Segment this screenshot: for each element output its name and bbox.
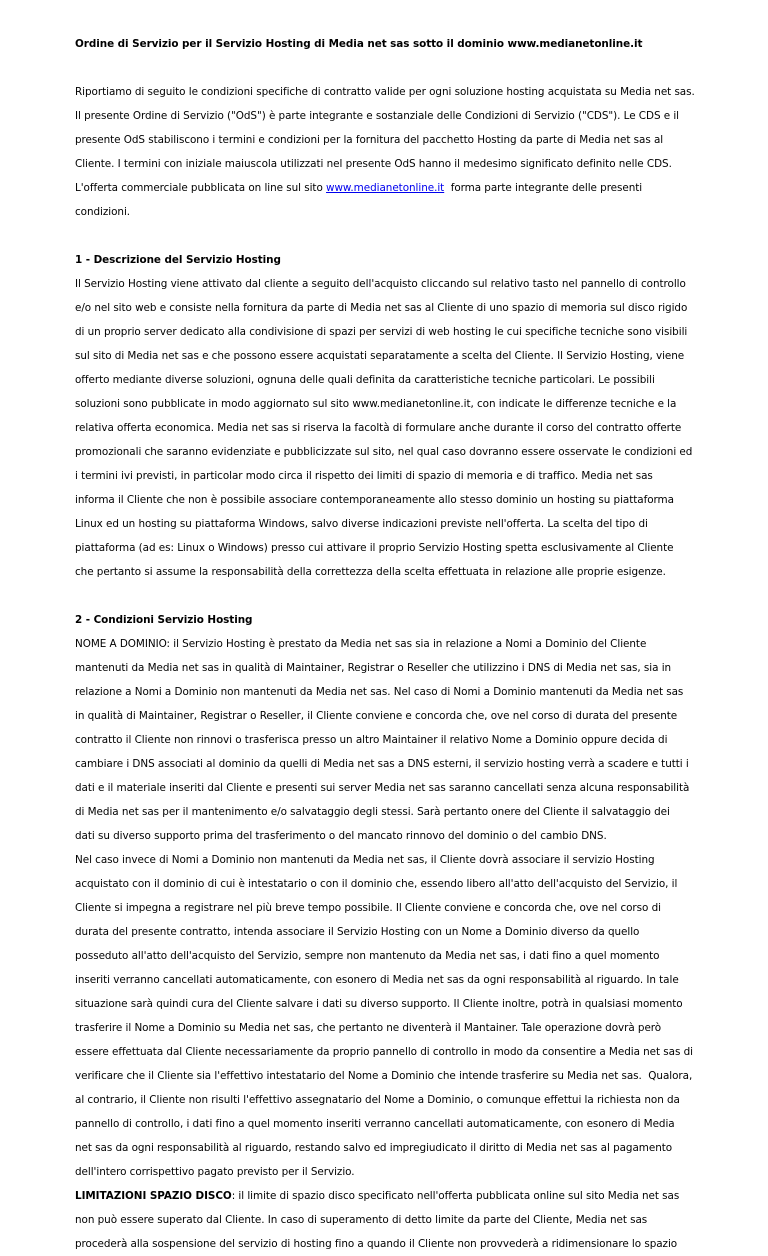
text-line: net sas da ogni responsabilità al riguardo, restando salvo ed impregiudicato il diritto di Media net sas al pagamento bbox=[75, 1142, 673, 1154]
text-line: inseriti verranno cancellati automaticamente, con esonero di Media net sas da ogni responsabilità al riguardo. In tale bbox=[75, 974, 679, 986]
text-line: soluzioni sono pubblicate in modo aggiornato sul sito www.medianetonline.it, con indicate le differenze tecniche e la bbox=[75, 398, 677, 410]
text-line bbox=[75, 1184, 700, 1208]
section-1 bbox=[75, 248, 700, 584]
text-line: acquistato con il dominio di cui è intestatario o con il dominio che, essendo libero all'atto dell'acquisto del Servizio, il bbox=[75, 878, 678, 890]
text-line: contratto il Cliente non rinnovi o trasferisca presso un altro Maintainer il relativo Nome a Dominio oppure decida di bbox=[75, 734, 668, 746]
text-span: L'offerta commerciale pubblicata on line sul sito bbox=[75, 182, 327, 194]
section-heading: 2 - Condizioni Servizio Hosting bbox=[75, 614, 253, 626]
text-line: di un proprio server dedicato alla condivisione di spazi per servizi di web hosting le cui specifiche tecniche sono visibili bbox=[75, 326, 688, 338]
text-line: non può essere superato dal Cliente. In caso di superamento di detto limite da parte del Cliente, Media net sas bbox=[75, 1214, 648, 1226]
text-line: offerto mediante diverse soluzioni, ognuna delle quali definita da caratteristiche tecniche particolari. Le possibili bbox=[75, 374, 655, 386]
document-title: Ordine di Servizio per il Servizio Hosting di Media net sas sotto il dominio www.medianetonline.it bbox=[75, 38, 643, 50]
spacer bbox=[75, 584, 700, 608]
text-line: NOME A DOMINIO: il Servizio Hosting è prestato da Media net sas sia in relazione a Nomi a Dominio del Cliente bbox=[75, 638, 647, 650]
text-line: posseduto all'atto dell'acquisto del Servizio, sempre non mantenuto da Media net sas, i dati fino a quel momento bbox=[75, 950, 660, 962]
text-span: : il limite di spazio disco specificato nell'offerta pubblicata online sul sito Media net sas bbox=[231, 1190, 680, 1202]
text-line: situazione sarà quindi cura del Cliente salvare i dati su diverso supporto. Il Cliente inoltre, potrà in qualsiasi momento bbox=[75, 998, 683, 1010]
website-link[interactable]: www.medianetonline.it bbox=[326, 182, 445, 194]
text-line: cambiare i DNS associati al dominio da quelli di Media net sas a DNS esterni, il servizio hosting verrà a scadere e tutti i bbox=[75, 758, 689, 770]
text-line: piattaforma (ad es: Linux o Windows) presso cui attivare il proprio Servizio Hosting spetta esclusivamente al Cliente bbox=[75, 542, 674, 554]
text-line: sul sito di Media net sas e che possono essere acquistati separatamente a scelta del Cliente. Il Servizio Hosting, viene bbox=[75, 350, 685, 362]
text-line: al contrario, il Cliente non risulti l'effettivo assegnatario del Nome a Dominio, o comunque effettui la richiesta non da bbox=[75, 1094, 680, 1106]
text-line: Cliente si impegna a registrare nel più breve tempo possibile. Il Cliente conviene e concorda che, ove nel corso di bbox=[75, 902, 661, 914]
text-line: Nel caso invece di Nomi a Dominio non mantenuti da Media net sas, il Cliente dovrà associare il servizio Hosting bbox=[75, 854, 655, 866]
text-line: essere effettuata dal Cliente necessariamente da proprio pannello di controllo in modo da consentire a Media net sas di bbox=[75, 1046, 693, 1058]
intro-paragraph bbox=[75, 80, 700, 224]
section-2 bbox=[75, 608, 700, 1256]
text-span: forma parte integrante delle presenti bbox=[444, 182, 643, 194]
text-line: trasferire il Nome a Dominio su Media net sas, che pertanto ne diventerà il Mantainer. Tale operazione dovrà però bbox=[75, 1022, 662, 1034]
text-line: Riportiamo di seguito le condizioni specifiche di contratto valide per ogni soluzione hosting acquistata su Media net sas. bbox=[75, 86, 695, 98]
text-line: Linux ed un hosting su piattaforma Windows, salvo diverse indicazioni previste nell'offerta. La scelta del tipo di bbox=[75, 518, 648, 530]
text-line: i termini ivi previsti, in particolar modo circa il rispetto dei limiti di spazio di memoria e di traffico. Media net sas bbox=[75, 470, 653, 482]
text-line: che pertanto si assume la responsabilità della correttezza della scelta effettuata in relazione alle proprie esigenze. bbox=[75, 566, 666, 578]
disk-limit-term: LIMITAZIONI SPAZIO DISCO bbox=[75, 1190, 232, 1202]
text-line: pannello di controllo, i dati fino a quel momento inseriti verranno cancellati automaticamente, con esonero di Media bbox=[75, 1118, 675, 1130]
spacer bbox=[75, 56, 700, 80]
text-line: di Media net sas per il mantenimento e/o salvataggio degli stessi. Sarà pertanto onere del Cliente il salvataggio dei bbox=[75, 806, 670, 818]
section-heading: 1 - Descrizione del Servizio Hosting bbox=[75, 254, 281, 266]
spacer bbox=[75, 224, 700, 248]
text-line bbox=[75, 176, 700, 200]
text-line: promozionali che saranno evidenziate e pubblicizzate sul sito, nel qual caso dovranno essere osservate le condizioni ed bbox=[75, 446, 693, 458]
text-line: Cliente. I termini con iniziale maiuscola utilizzati nel presente OdS hanno il medesimo significato definito nelle CDS. bbox=[75, 158, 672, 170]
text-line: verificare che il Cliente sia l'effettivo intestatario del Nome a Dominio che intende trasferire su Media net sas. Qualora, bbox=[75, 1070, 693, 1082]
text-line: relazione a Nomi a Dominio non mantenuti da Media net sas. Nel caso di Nomi a Dominio mantenuti da Media net sas bbox=[75, 686, 684, 698]
text-line: informa il Cliente che non è possibile associare contemporaneamente allo stesso dominio un hosting su piattaforma bbox=[75, 494, 674, 506]
text-line: e/o nel sito web e consiste nella fornitura da parte di Media net sas al Cliente di uno spazio di memoria sul disco rigido bbox=[75, 302, 688, 314]
text-line: dati e il materiale inseriti dal Cliente e presenti sui server Media net sas saranno cancellati senza alcuna responsabilità bbox=[75, 782, 690, 794]
text-line: procederà alla sospensione del servizio di hosting fino a quando il Cliente non provvederà a ridimensionare lo spazio bbox=[75, 1238, 678, 1250]
text-line: Il Servizio Hosting viene attivato dal cliente a seguito dell'acquisto cliccando sul relativo tasto nel pannello di controllo bbox=[75, 278, 686, 290]
text-line: dell'intero corrispettivo pagato previsto per il Servizio. bbox=[75, 1166, 355, 1178]
text-line: mantenuti da Media net sas in qualità di Maintainer, Registrar o Reseller che utilizzino i DNS di Media net sas, sia in bbox=[75, 662, 672, 674]
document-body bbox=[75, 32, 700, 1256]
text-line: presente OdS stabiliscono i termini e condizioni per la fornitura del pacchetto Hosting da parte di Media net sas al bbox=[75, 134, 664, 146]
text-line: durata del presente contratto, intenda associare il Servizio Hosting con un Nome a Dominio diverso da quello bbox=[75, 926, 640, 938]
text-line: relativa offerta economica. Media net sas si riserva la facoltà di formulare anche durante il corso del contratto offerte bbox=[75, 422, 682, 434]
text-line: in qualità di Maintainer, Registrar o Reseller, il Cliente conviene e concorda che, ove nel corso di durata del presente bbox=[75, 710, 678, 722]
text-line: condizioni. bbox=[75, 206, 131, 218]
text-line: Il presente Ordine di Servizio ("OdS") è parte integrante e sostanziale delle Condizioni di Servizio ("CDS"). Le CDS e il bbox=[75, 110, 680, 122]
text-line: dati su diverso supporto prima del trasferimento o del mancato rinnovo del dominio o del cambio DNS. bbox=[75, 830, 607, 842]
